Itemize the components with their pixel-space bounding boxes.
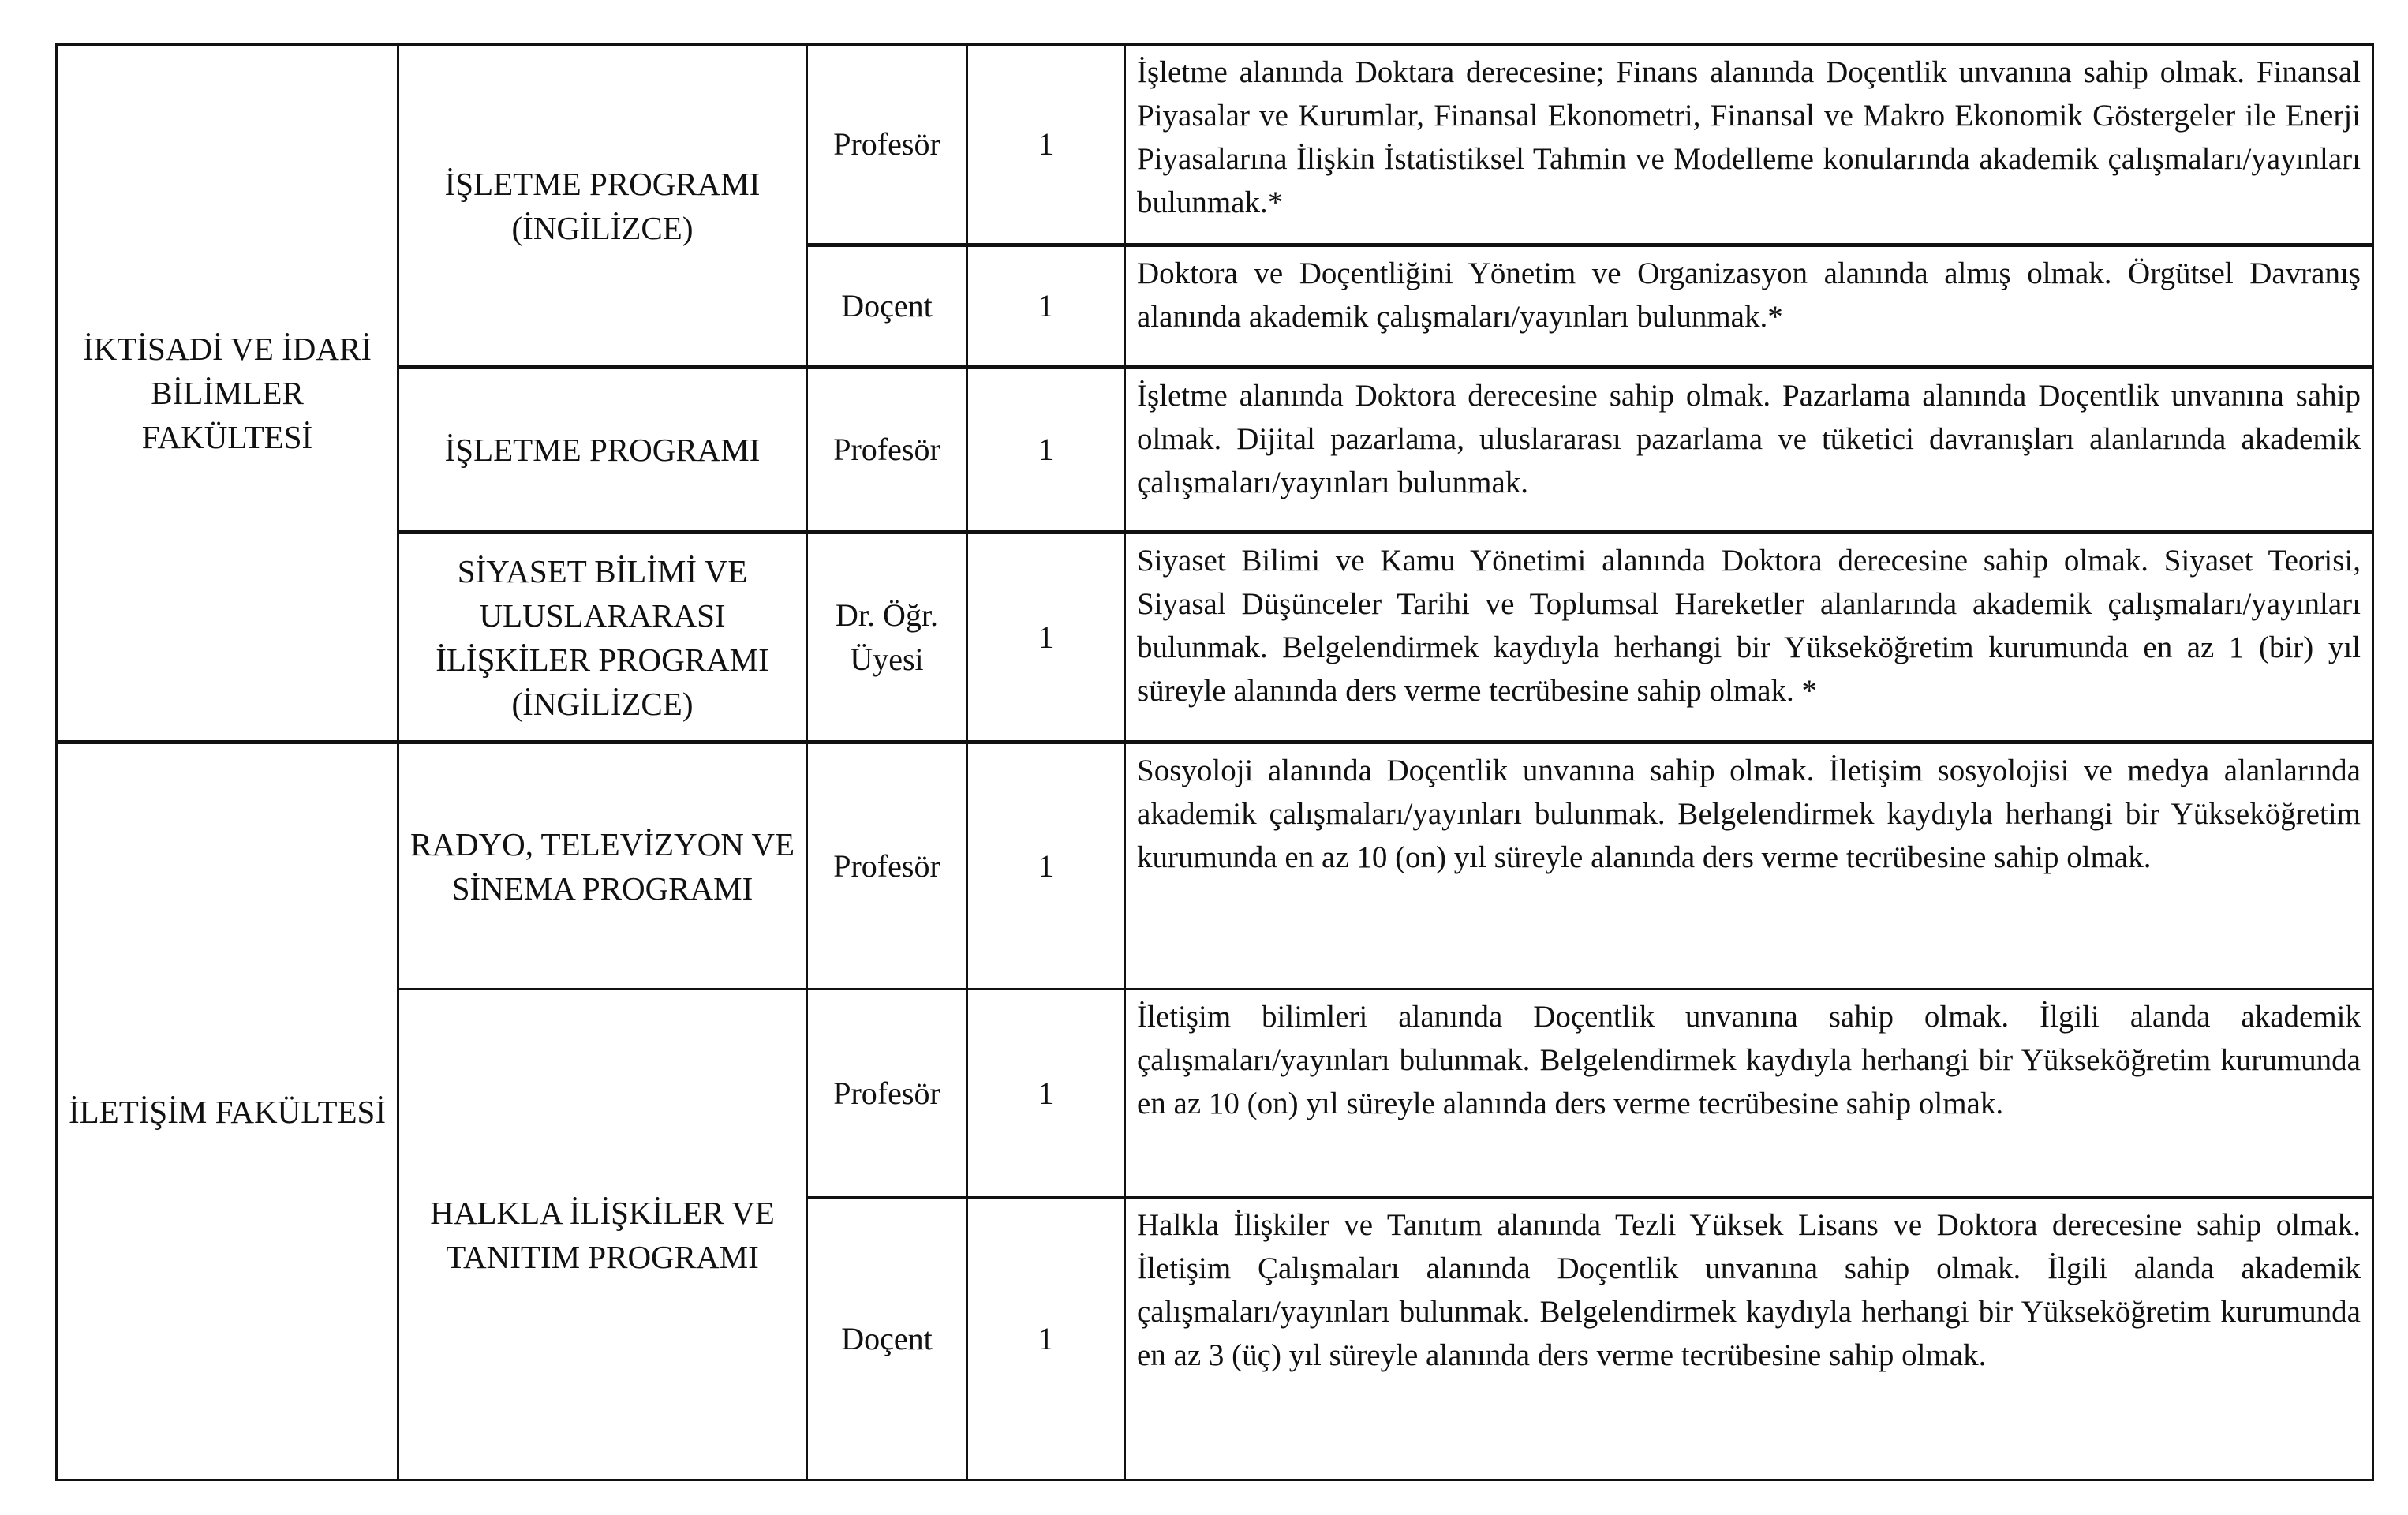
requirement-cell: İşletme alanında Doktara derecesine; Finans alanında Doçentlik unvanına sahip olmak. Finansal Piyasalar ve Kurumlar, Finansal Ekonometri, Finansal ve Makro Ekonomik Göstergeler ile Enerji Piyasalarına İlişkin İstatistiksel Tahmin ve Modelleme konularında akademik çalışmaları/yayınları bulunmak.* [1125, 45, 2373, 245]
requirement-cell: Sosyoloji alanında Doçentlik unvanına sahip olmak. İletişim sosyolojisi ve medya alanlarında akademik çalışmaları/yayınları bulunmak. Belgelendirmek kaydıyla herhangi bir Yükseköğretim kurumunda en az 10 (on) yıl süreyle alanında ders verme tecrübesine sahip olmak. [1125, 743, 2373, 989]
table-row [57, 743, 2373, 989]
count-cell: 1 [967, 989, 1125, 1198]
requirement-cell: Halkla İlişkiler ve Tanıtım alanında Tezli Yüksek Lisans ve Doktora derecesine sahip olmak. İletişim Çalışmaları alanında Doçentlik unvanına sahip olmak. İlgili alanda akademik çalışmaları/yayınları bulunmak. Belgelendirmek kaydıyla herhangi bir Yükseköğretim kurumunda en az 3 (üç) yıl süreyle alanında ders verme tecrübesine sahip olmak. [1125, 1198, 2373, 1480]
count-cell: 1 [967, 1198, 1125, 1480]
title-cell: Doçent [807, 1198, 967, 1480]
table-row [57, 45, 2373, 245]
positions-table [55, 43, 2374, 1481]
program-cell: İŞLETME PROGRAMI [398, 368, 807, 533]
title-cell: Profesör [807, 45, 967, 245]
count-cell: 1 [967, 368, 1125, 533]
requirement-cell: İşletme alanında Doktora derecesine sahip olmak. Pazarlama alanında Doçentlik unvanına sahip olmak. Dijital pazarlama, uluslararası pazarlama ve tüketici davranışları alanlarında akademik çalışmaları/yayınları bulunmak. [1125, 368, 2373, 533]
faculty-cell: İLETİŞİM FAKÜLTESİ [57, 743, 398, 1480]
title-cell: Dr. Öğr. Üyesi [807, 533, 967, 743]
program-cell: İŞLETME PROGRAMI (İNGİLİZCE) [398, 45, 807, 368]
title-cell: Profesör [807, 743, 967, 989]
count-cell: 1 [967, 743, 1125, 989]
table-row [57, 533, 2373, 743]
program-cell: HALKLA İLİŞKİLER VE TANITIM PROGRAMI [398, 989, 807, 1480]
program-cell: SİYASET BİLİMİ VE ULUSLARARASI İLİŞKİLER PROGRAMI (İNGİLİZCE) [398, 533, 807, 743]
title-cell: Profesör [807, 989, 967, 1198]
requirement-cell: Doktora ve Doçentliğini Yönetim ve Organizasyon alanında almış olmak. Örgütsel Davranış alanında akademik çalışmaları/yayınları bulunmak.* [1125, 245, 2373, 368]
requirement-cell: Siyaset Bilimi ve Kamu Yönetimi alanında Doktora derecesine sahip olmak. Siyaset Teorisi, Siyasal Düşünceler Tarihi ve Toplumsal Hareketler alanlarında akademik çalışmaları/yayınları bulunmak. Belgelendirmek kaydıyla herhangi bir Yükseköğretim kurumunda en az 1 (bir) yıl süreyle alanında ders verme tecrübesine sahip olmak. * [1125, 533, 2373, 743]
count-cell: 1 [967, 245, 1125, 368]
count-cell: 1 [967, 533, 1125, 743]
table-row [57, 989, 2373, 1198]
count-cell: 1 [967, 45, 1125, 245]
requirement-cell: İletişim bilimleri alanında Doçentlik unvanına sahip olmak. İlgili alanda akademik çalışmaları/yayınları bulunmak. Belgelendirmek kaydıyla herhangi bir Yükseköğretim kurumunda en az 10 (on) yıl süreyle alanında ders verme tecrübesine sahip olmak. [1125, 989, 2373, 1198]
faculty-cell: İKTİSADİ VE İDARİ BİLİMLER FAKÜLTESİ [57, 45, 398, 743]
program-cell: RADYO, TELEVİZYON VE SİNEMA PROGRAMI [398, 743, 807, 989]
title-cell: Doçent [807, 245, 967, 368]
title-cell: Profesör [807, 368, 967, 533]
table-row [57, 368, 2373, 533]
